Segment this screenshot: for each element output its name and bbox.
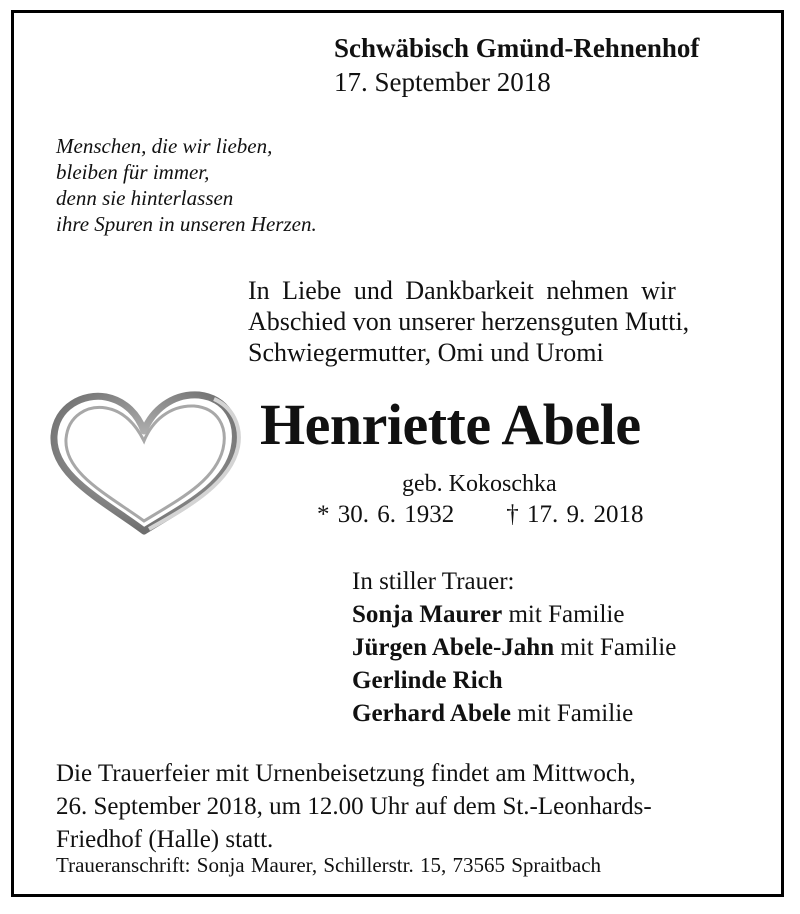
mourner-item: [352, 664, 676, 697]
obituary-notice: [11, 10, 784, 897]
notice-date: 17. September 2018: [334, 67, 551, 97]
poem-line: denn sie hinterlassen: [56, 186, 234, 210]
mourner-item: [352, 598, 676, 631]
intro-line: Abschied von unserer herzensguten Mutti,: [248, 307, 690, 336]
heart-icon: [44, 381, 244, 539]
mourner-item: [352, 631, 676, 664]
poem-line: Menschen, die wir lieben,: [56, 134, 273, 158]
funeral-service-info: [56, 757, 652, 856]
mourners-block: [352, 565, 676, 730]
mourner-name: Jürgen Abele-Jahn: [352, 634, 555, 661]
place-heading: Schwäbisch Gmünd-Rehnenhof: [334, 33, 700, 63]
intro-text: [248, 275, 689, 368]
mourner-suffix: mit Familie: [502, 601, 625, 628]
mourner-name: Sonja Maurer: [352, 601, 503, 628]
intro-line: Schwiegermutter, Omi und Uromi: [248, 338, 604, 367]
poem: [56, 133, 317, 237]
mourner-suffix: mit Familie: [554, 634, 677, 661]
deceased-name: Henriette Abele: [260, 392, 641, 457]
death-date: † 17. 9. 2018: [506, 501, 644, 528]
poem-line: bleiben für immer,: [56, 160, 210, 184]
mourners-heading: In stiller Trauer:: [352, 568, 515, 595]
poem-line: ihre Spuren in unseren Herzen.: [56, 212, 317, 236]
birth-date: * 30. 6. 1932: [317, 501, 455, 528]
intro-line: In Liebe und Dankbarkeit nehmen wir: [248, 276, 676, 305]
service-line: Die Trauerfeier mit Urnenbeisetzung findet am Mittwoch,: [56, 760, 636, 787]
service-line: 26. September 2018, um 12.00 Uhr auf dem St.-Leonhards-: [56, 793, 652, 820]
mourner-item: [352, 697, 676, 730]
life-dates: [317, 501, 644, 529]
mourner-name: Gerlinde Rich: [352, 667, 503, 694]
mourner-name: Gerhard Abele: [352, 700, 512, 727]
condolence-address: Traueranschrift: Sonja Maurer, Schillerstr. 15, 73565 Spraitbach: [56, 853, 602, 877]
mourner-suffix: mit Familie: [511, 700, 634, 727]
maiden-name: geb. Kokoschka: [402, 471, 557, 497]
service-line: Friedhof (Halle) statt.: [56, 826, 274, 853]
